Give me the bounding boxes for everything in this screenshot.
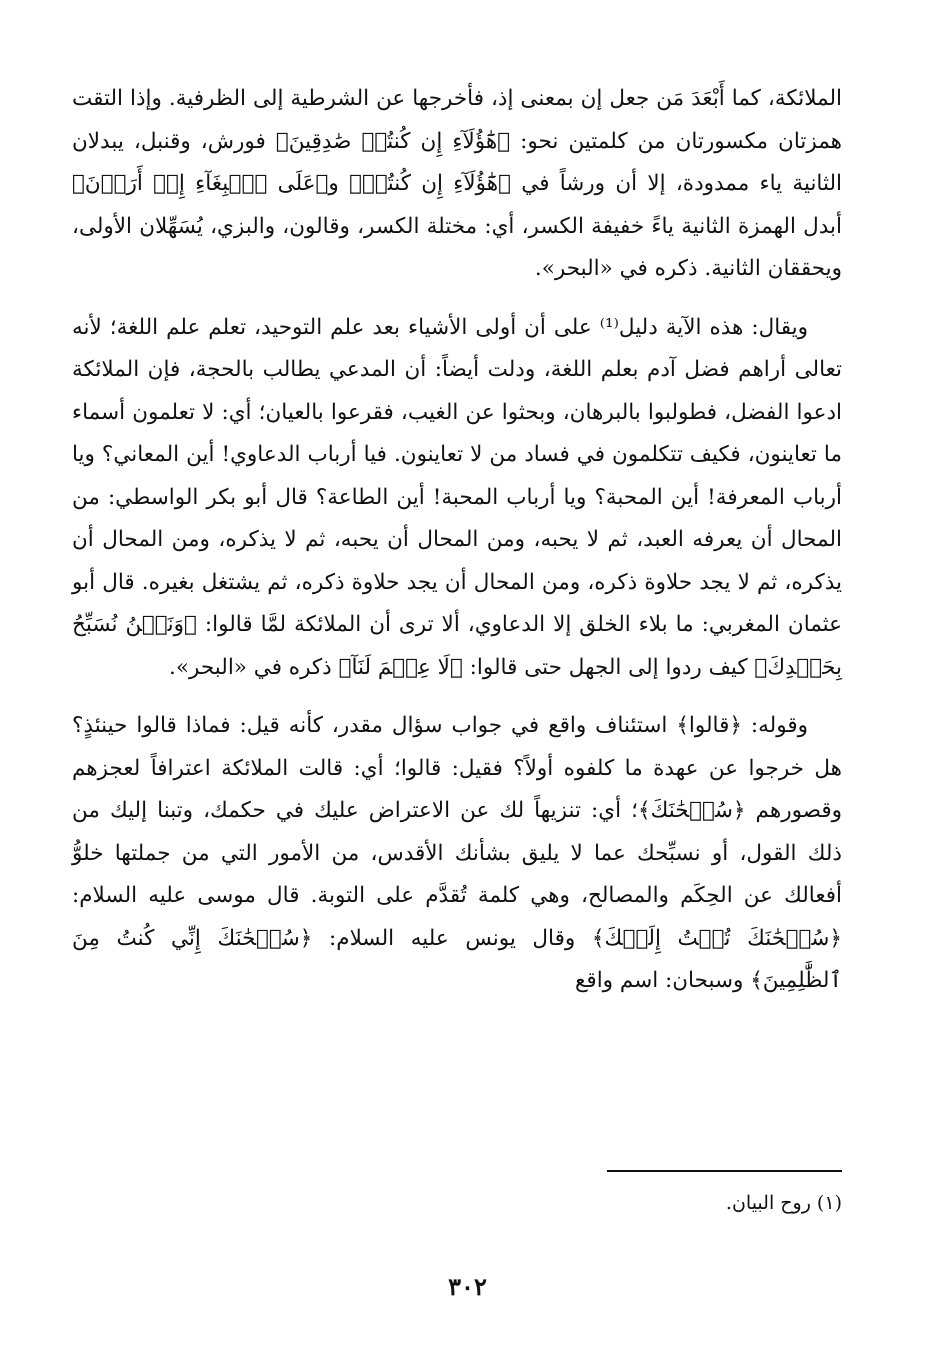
page-number: ٣٠٢ [448, 1272, 487, 1301]
paragraph-1: الملائكة، كما أَبْعَدَ مَن جعل إن بمعنى إذ، فأخرجها عن الشرطية إلى الظرفية. وإذا التقت همزتان مكسورتان من كلمتين نحو: ﴿هَٰٓؤُلَآءِ إِن كُنتُمۡ صَٰدِقِينَ﴾ فورش، وقنبل، يبدلان الثانية ياء ممدودة، إلا أن ورشاً في ﴿هَٰٓؤُلَآءِ إِن كُنتُمۡ﴾ و﴿عَلَى ٱلۡبِغَآءِ إِنۡ أَرَدۡنَ﴾ أبدل الهمزة الثانية ياءً خفيفة الكسر، أي: مختلة الكسر، وقالون، والبزي، يُسَهِّلان الأولى، ويحققان الثانية. ذكره في «البحر». [72, 86, 842, 281]
footnote-divider [607, 1170, 842, 1172]
paragraph-3: وقوله: ﴿قالوا﴾ استئناف واقع في جواب سؤال مقدر، كأنه قيل: فماذا قالوا حينئذٍ؟ هل خرجوا عن عهدة ما كلفوه أولاً؟ فقيل: قالوا؛ أي: قالت الملائكة اعترافاً لعجزهم وقصورهم ﴿سُبۡحَٰنَكَ﴾؛ أي: تنزيهاً لك عن الاعتراض عليك في حكمك، وتبنا إليك من ذلك القول، أو نسبِّحك عما لا يليق بشأنك الأقدس، من الأمور التي من جملتها خلوُّ أفعالك عن الحِكَم والمصالح، وهي كلمة تُقدَّم على التوبة. قال موسى عليه السلام: ﴿سُبۡحَٰنَكَ تُبۡتُ إِلَيۡكَ﴾ وقال يونس عليه السلام: ﴿سُبۡحَٰنَكَ إِنِّي كُنتُ مِنَ ٱلظَّٰلِمِينَ﴾ وسبحان: اسم واقع [72, 713, 842, 993]
page-body [72, 78, 842, 1019]
footnote: (١) روح البيان. [725, 1192, 842, 1214]
paragraph-2: ويقال: هذه الآية دليل⁽¹⁾ على أن أولى الأشياء بعد علم التوحيد، تعلم علم اللغة؛ لأنه تعالى أراهم فضل آدم بعلم اللغة، ودلت أيضاً: أن المدعي يطالب بالحجة، فإن الملائكة ادعوا الفضل، فطولبوا بالبرهان، وبحثوا عن الغيب، فقرعوا بالعيان؛ أي: لا تعلمون أسماء ما تعاينون، فكيف تتكلمون في فساد من لا تعاينون. فيا أرباب الدعاوي! أين المعاني؟ ويا أرباب المعرفة! أين المحبة؟ ويا أرباب المحبة! أين الطاعة؟ قال أبو بكر الواسطي: من المحال أن يعرفه العبد، ثم لا يحبه، ومن المحال أن يحبه، ثم لا يذكره، ومن المحال أن يذكره، ثم لا يجد حلاوة ذكره، ومن المحال أن يجد حلاوة ذكره، ثم يشتغل بغيره. قال أبو عثمان المغربي: ما بلاء الخلق إلا الدعاوي، ألا ترى أن الملائكة لمَّا قالوا: ﴿وَنَحۡنُ نُسَبِّحُ بِحَمۡدِكَ﴾ كيف ردوا إلى الجهل حتى قالوا: ﴿لَا عِلۡمَ لَنَآ﴾ ذكره في «البحر». [72, 314, 842, 680]
